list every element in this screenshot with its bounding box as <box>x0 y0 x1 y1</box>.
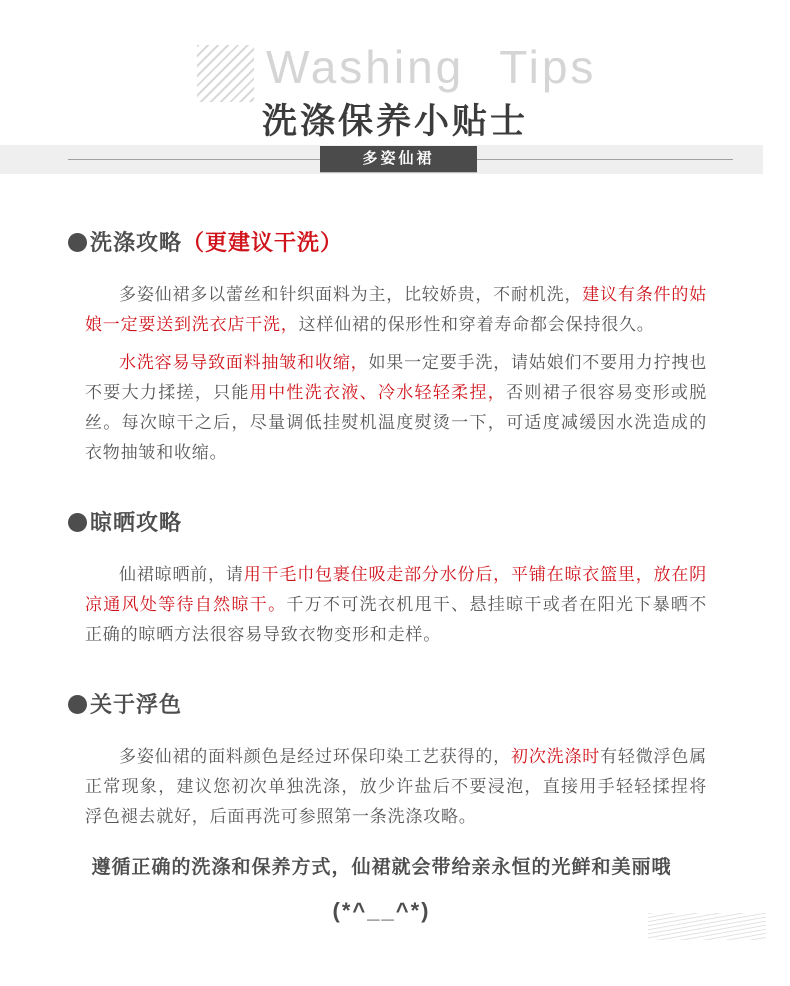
highlight-red-text: 建议有条件的姑娘一定要送到洗衣店干洗， <box>85 285 707 334</box>
highlight-red-text: 水洗容易导致面料抽皱和收缩， <box>119 353 369 372</box>
section-heading <box>68 228 718 258</box>
page-title: 洗涤保养小贴士 <box>261 102 528 141</box>
paragraph <box>85 280 707 340</box>
body-text: 有轻微浮色属正常现象，建议您初次单独洗涤，放少许盐后不要浸泡，直接用手轻轻揉捏将浮色褪去就好，后面再洗可参照第一条洗涤攻略。 <box>85 747 707 826</box>
section <box>68 508 718 650</box>
section-heading-text <box>90 510 182 535</box>
bullet-icon <box>68 513 87 532</box>
body-text: 如果一定要手洗，请姑娘们不要用力拧拽也不要大力揉搓，只能 <box>85 353 708 402</box>
bullet-icon <box>68 233 87 252</box>
section-heading <box>68 508 718 538</box>
section-paragraphs <box>68 280 718 468</box>
body-text: 否则裙子很容易变形或脱丝。每次晾干之后，尽量调低挂熨机温度熨烫一下，可适度减缓因水洗造成的衣物抽皱和收缩。 <box>85 383 707 462</box>
section-heading <box>68 690 718 720</box>
paragraph <box>85 560 707 650</box>
section-heading-text <box>90 692 182 717</box>
body-text: 这样仙裙的保形性和穿着寿命都会保持很久。 <box>298 315 655 334</box>
body-text: 多姿仙裙的面料颜色是经过环保印染工艺获得的， <box>119 747 511 766</box>
divider-band <box>0 145 763 174</box>
highlight-red-text: 用中性洗衣液、冷水轻轻柔捏， <box>249 383 507 402</box>
brand-badge: 多姿仙裙 <box>320 146 477 172</box>
body-text: 千万不可洗衣机甩干、悬挂晾干或者在阳光下暴晒不正确的晾晒方法很容易导致衣物变形和走样。 <box>85 595 707 644</box>
paragraph <box>85 348 707 468</box>
body-text: 关于浮色 <box>90 692 183 717</box>
body-text: 多姿仙裙多以蕾丝和针织面料为主，比较娇贵，不耐机洗， <box>119 285 583 304</box>
highlight-red-text: 用干毛巾包裹住吸走部分水份后，平铺在晾衣篮里，放在阴凉通风处等待自然晾干。 <box>85 565 707 614</box>
body-text: 洗涤攻略 <box>90 230 183 255</box>
header-subtitle-english: Washing Tips <box>266 41 597 93</box>
body-text: 晾晒攻略 <box>90 510 183 535</box>
section-paragraphs <box>68 560 718 650</box>
footer-message: 遵循正确的洗涤和保养方式，仙裙就会带给亲永恒的光鲜和美丽哦 <box>91 857 672 878</box>
bullet-icon <box>68 695 87 714</box>
section-heading-text <box>90 230 343 255</box>
diagonal-stripes-decoration-bottom <box>648 913 766 940</box>
sections <box>68 228 718 872</box>
body-text: 仙裙晾晒前，请 <box>119 565 244 584</box>
highlight-red-text: （更建议干洗） <box>182 230 344 255</box>
paragraph <box>85 742 707 832</box>
section-paragraphs <box>68 742 718 832</box>
highlight-red-text: 初次洗涤时 <box>511 747 601 766</box>
section <box>68 228 718 468</box>
emoticon-text: (*^__^*) <box>332 898 431 923</box>
section <box>68 690 718 832</box>
